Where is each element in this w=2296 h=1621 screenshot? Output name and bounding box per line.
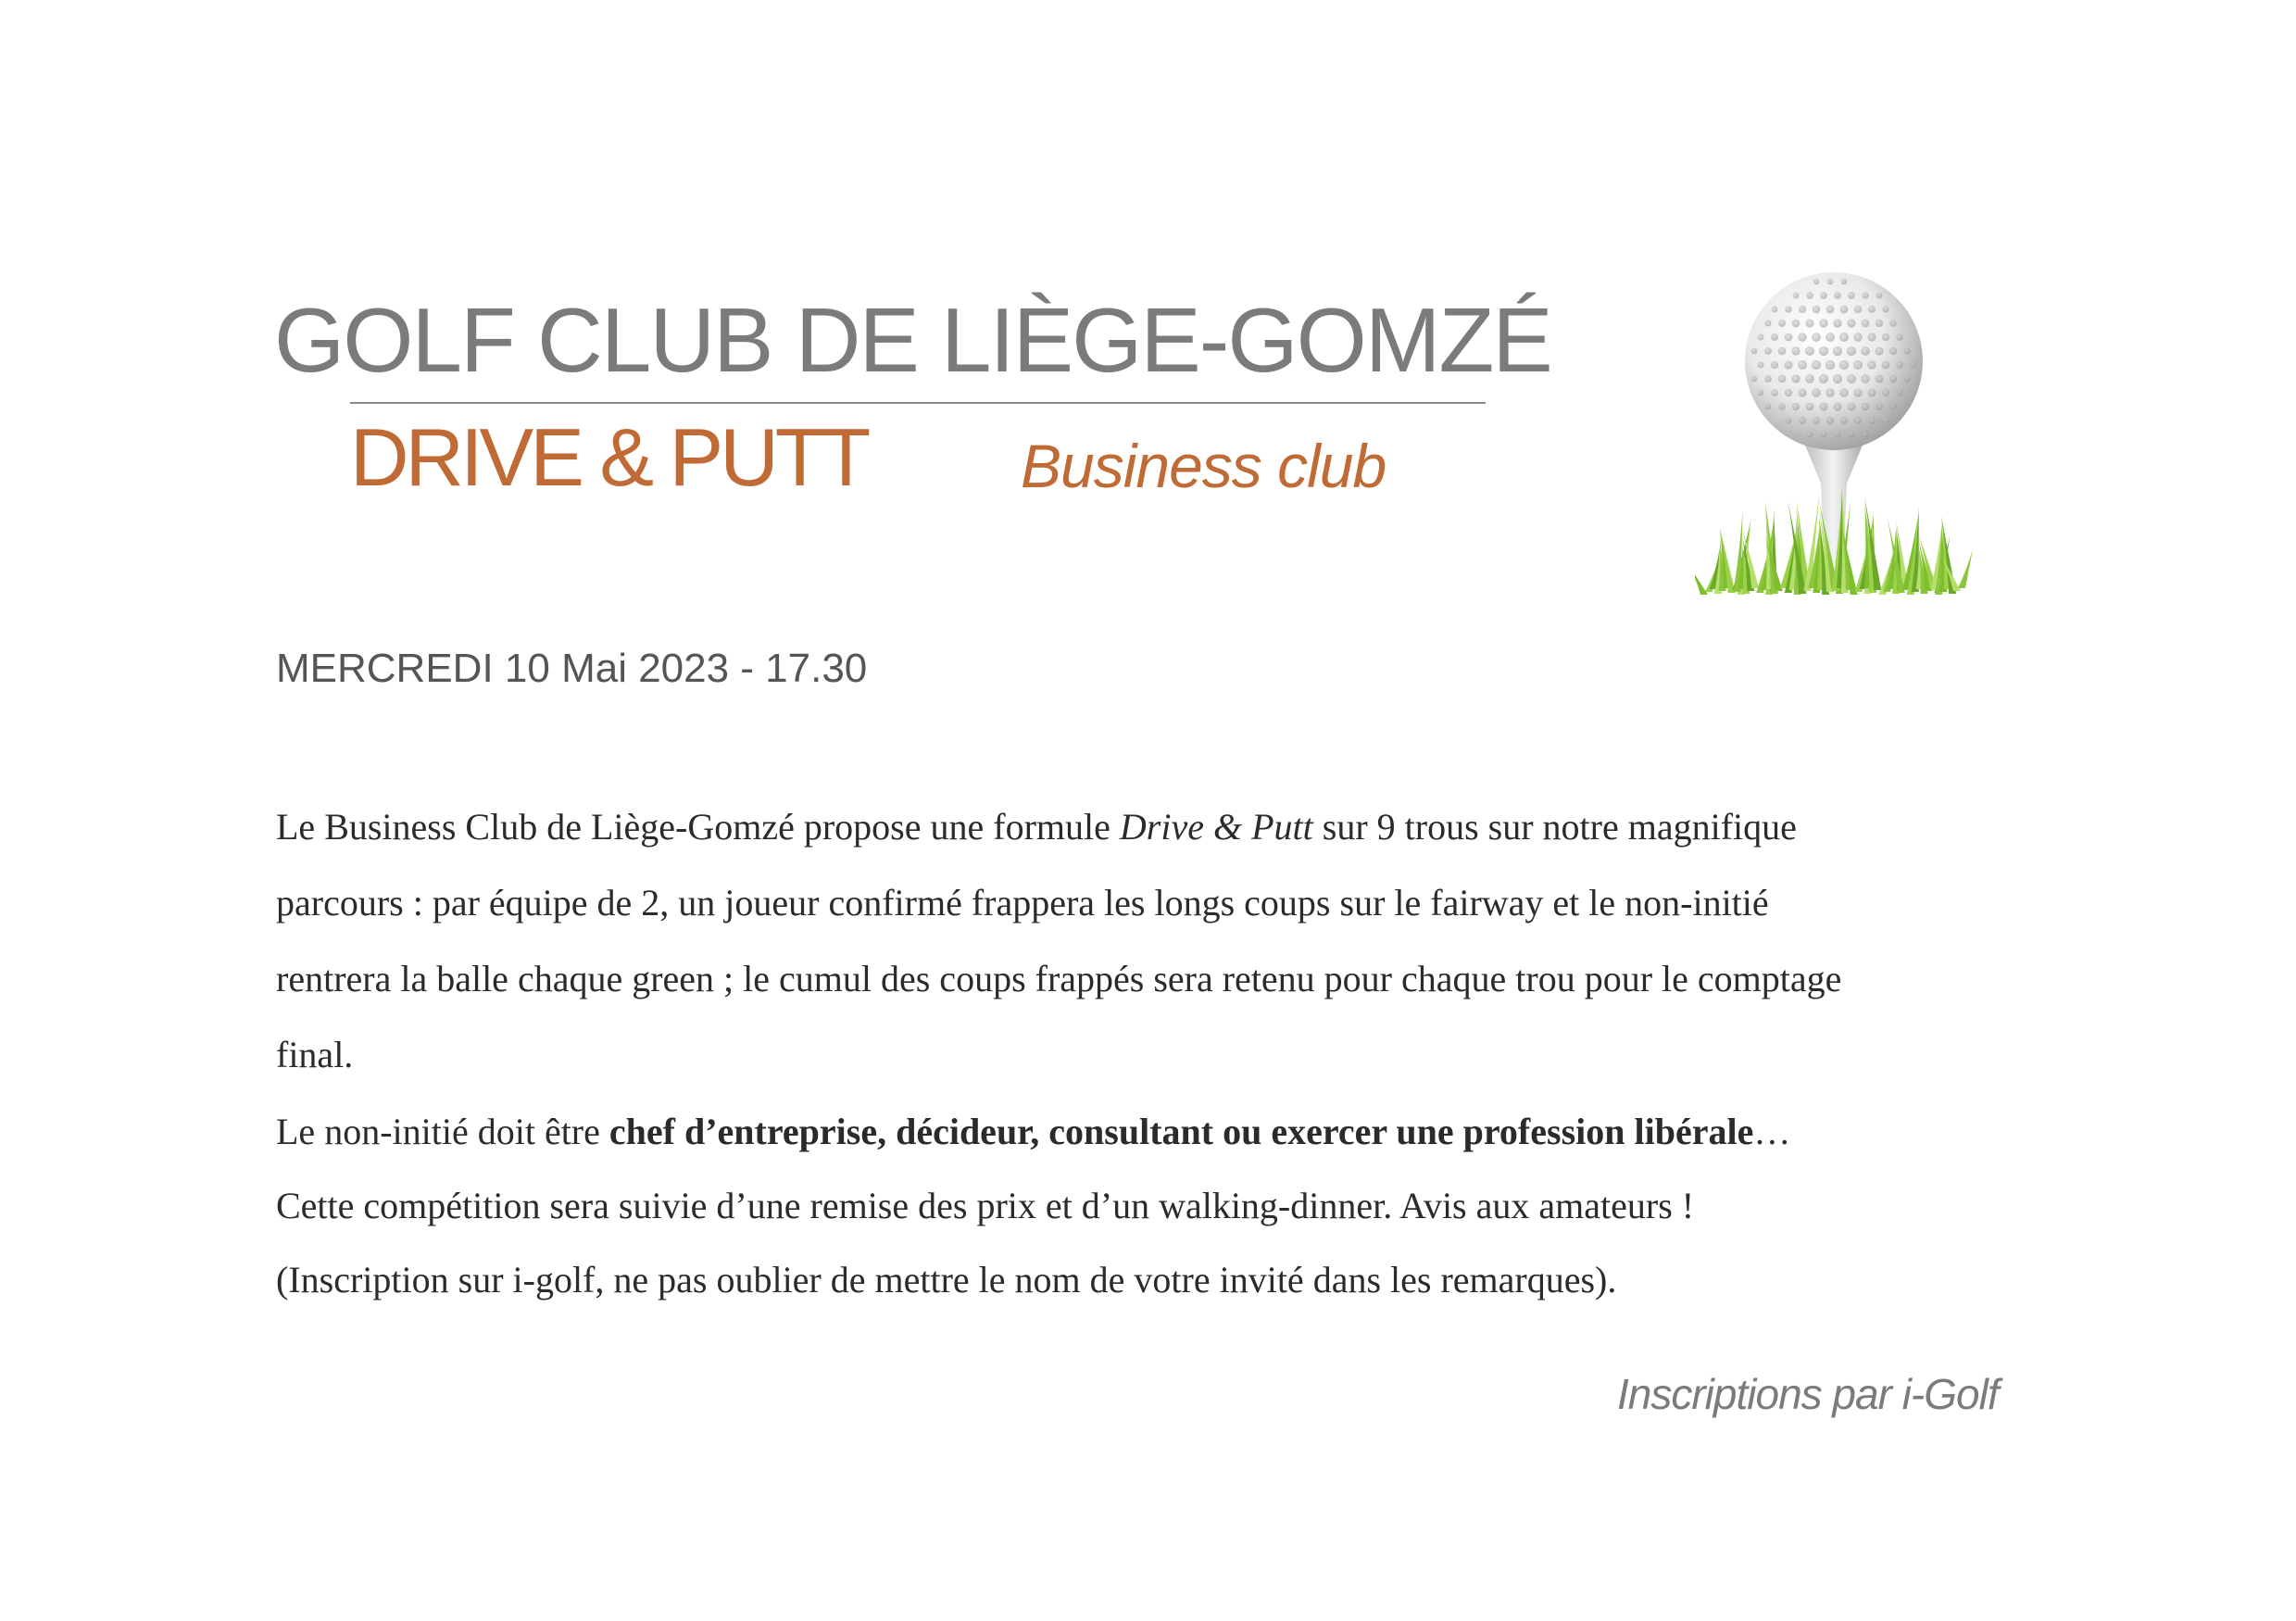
text-line: rentrera la balle chaque green ; le cumul des coups frappés sera retenu pour chaque trou pour le comptage: [276, 958, 1842, 999]
club-name: Business club: [1021, 432, 1386, 500]
text-line: (Inscription sur i-golf, ne pas oublier de mettre le nom de votre invité dans les remarques).: [276, 1259, 1617, 1301]
header-divider: [350, 402, 1486, 404]
registration-note: Inscriptions par i-Golf: [1617, 1370, 1999, 1418]
event-description: [276, 789, 2064, 1317]
page-title: GOLF CLUB DE LIÈGE-GOMZÉ: [274, 289, 1551, 391]
text-line: Le non-initié doit être chef d’entreprise, décideur, consultant ou exercer une profession libérale…: [276, 1111, 1791, 1152]
text-line: Cette compétition sera suivie d’une remise des prix et d’un walking-dinner. Avis aux amateurs !: [276, 1185, 1695, 1226]
description-paragraph: [276, 789, 2064, 1093]
event-date: MERCREDI 10 Mai 2023 - 17.30: [276, 646, 868, 691]
text-line: parcours : par équipe de 2, un joueur confirmé frappera les longs coups sur le fairway et le non-initié: [276, 882, 1769, 924]
eligibility-paragraph: [276, 1095, 2064, 1317]
eligibility-emphasis: chef d’entreprise, décideur, consultant ou exercer une profession libérale: [609, 1111, 1754, 1152]
event-subtitle: DRIVE & PUTT: [350, 411, 868, 503]
text-line: Le Business Club de Liège-Gomzé propose une formule Drive & Putt sur 9 trous sur notre magnifique: [276, 806, 1797, 848]
text-line: final.: [276, 1034, 354, 1075]
golf-ball-on-tee-icon: [1695, 269, 1973, 611]
format-name: Drive & Putt: [1119, 806, 1313, 848]
